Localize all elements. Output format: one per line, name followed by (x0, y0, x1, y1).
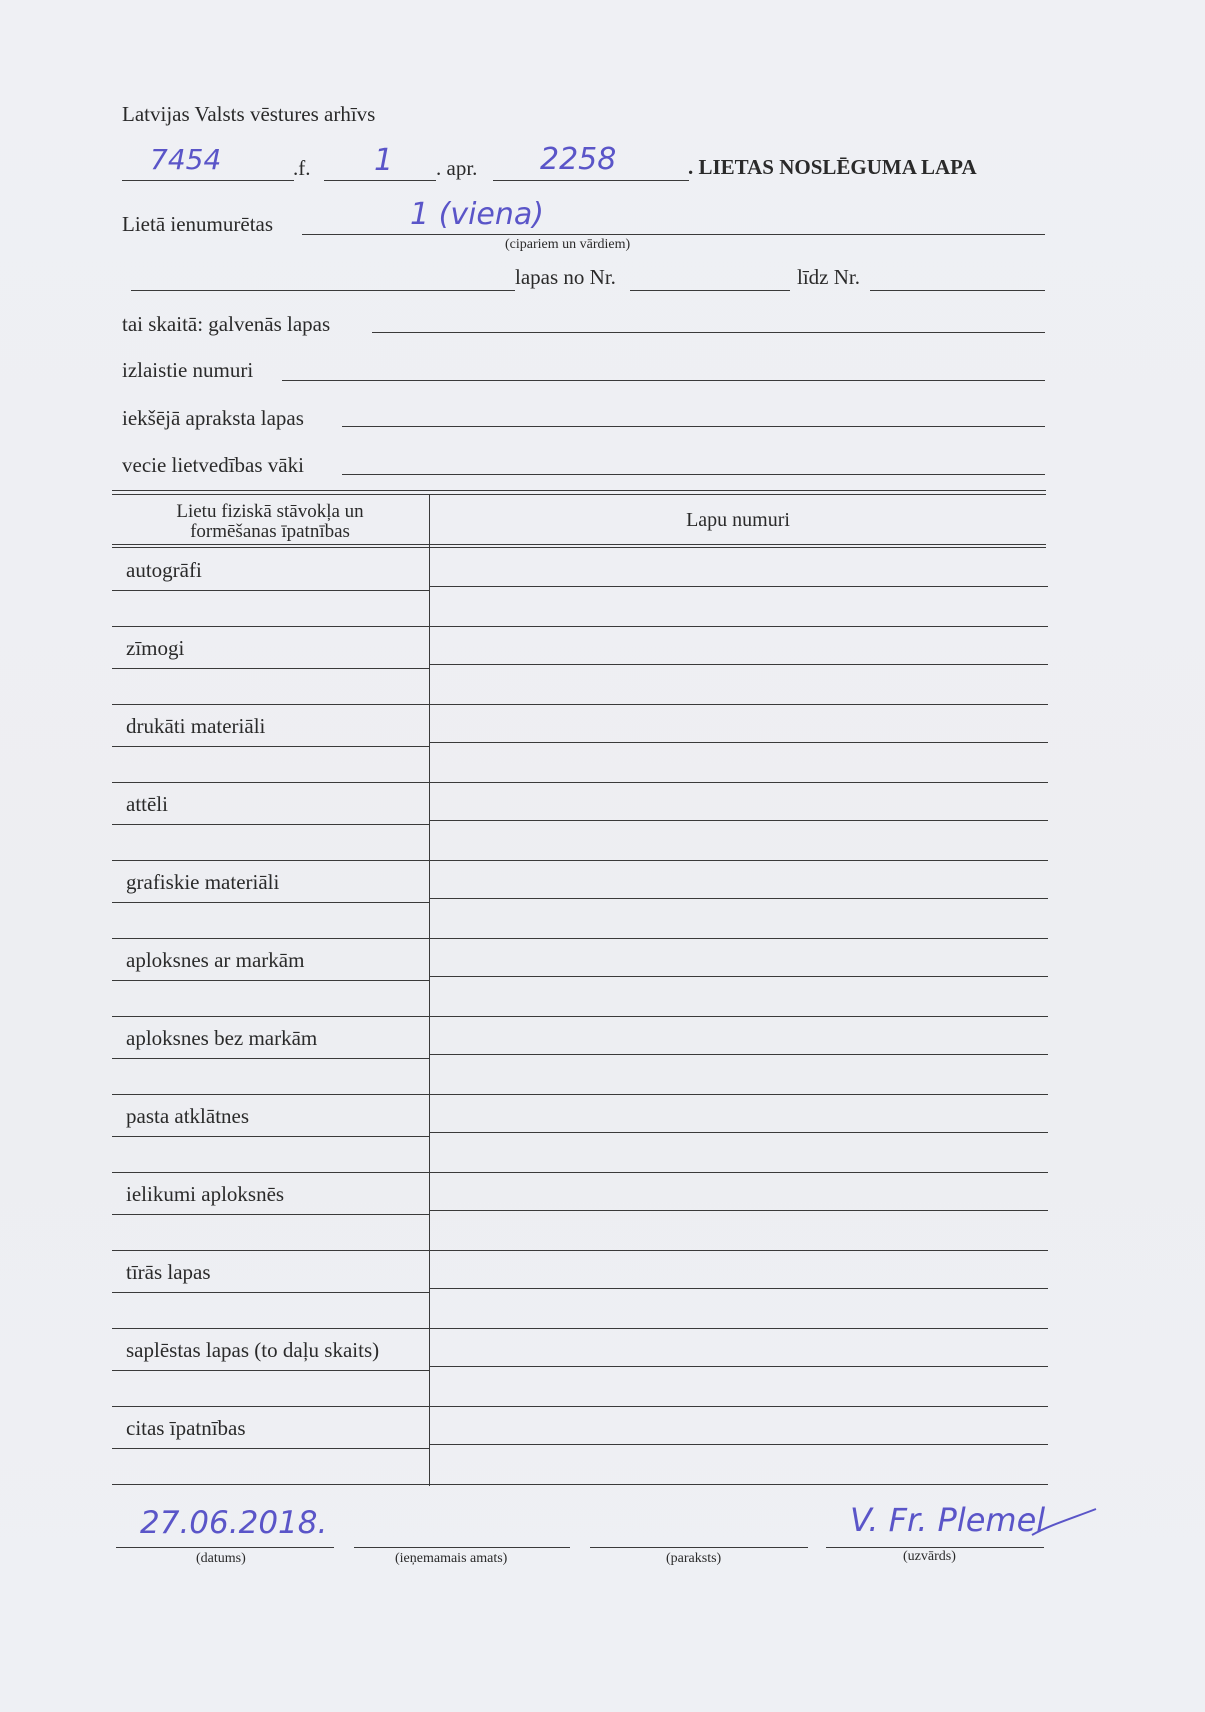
apr-line (324, 180, 436, 181)
row-separator (112, 1094, 1048, 1095)
col1-header (112, 502, 428, 542)
row-line-left (112, 1448, 430, 1449)
pages-to-line (870, 290, 1045, 291)
name-handwritten: V. Fr. Plemel (850, 1501, 1046, 1539)
signature-line (590, 1547, 808, 1548)
row-separator (112, 626, 1048, 627)
case-number-handwritten: 2258 (540, 142, 617, 177)
row-separator (112, 1328, 1048, 1329)
date-line (116, 1547, 334, 1548)
position-line (354, 1547, 570, 1548)
row-separator (112, 938, 1048, 939)
table-row-label: autogrāfi (126, 558, 202, 582)
pages-from-label: lapas no Nr. (515, 265, 616, 289)
row-line-right (430, 586, 1048, 587)
count-line (302, 234, 1045, 235)
row-separator (112, 1016, 1048, 1017)
row-line-left (112, 590, 430, 591)
fonds-label: .f. (293, 156, 311, 180)
row-line-right (430, 1132, 1048, 1133)
pages-from-blank (131, 290, 515, 291)
row-line-right (430, 1054, 1048, 1055)
header-bottom-line-2 (112, 547, 1046, 548)
apr-number-handwritten: 1 (374, 143, 394, 178)
row-line-left (112, 1058, 430, 1059)
archive-name: Latvijas Valsts vēstures arhīvs (122, 102, 376, 126)
row-line-left (112, 824, 430, 825)
col1-header-line1: Lietu fiziskā stāvokļa un (176, 501, 364, 522)
position-label: (ieņemamais amats) (395, 1551, 508, 1566)
row-line-right (430, 1288, 1048, 1289)
table-row-label: attēli (126, 792, 168, 816)
table-row-label: aploksnes ar markām (126, 948, 305, 972)
old-covers-line (342, 474, 1045, 475)
row-line-right (430, 1444, 1048, 1445)
row-line-right (430, 664, 1048, 665)
row-separator (112, 1172, 1048, 1173)
row-line-right (430, 820, 1048, 821)
row-line-right (430, 1210, 1048, 1211)
row-separator (112, 1406, 1048, 1407)
row-line-left (112, 1370, 430, 1371)
table-top-line-2 (112, 494, 1046, 495)
main-pages-label: tai skaitā: galvenās lapas (122, 312, 331, 336)
row-line-left (112, 902, 430, 903)
form-title: . LIETAS NOSLĒGUMA LAPA (688, 155, 977, 179)
table-row-label: citas īpatnības (126, 1416, 246, 1440)
table-row-label: grafiskie materiāli (126, 870, 280, 894)
table-top-line (112, 490, 1046, 491)
row-separator (112, 704, 1048, 705)
row-line-left (112, 668, 430, 669)
fonds-number-handwritten: 7454 (150, 143, 222, 176)
column-divider (429, 494, 430, 1486)
row-separator (112, 860, 1048, 861)
apr-label: . apr. (436, 156, 478, 180)
inner-desc-line (342, 426, 1045, 427)
table-row-label: tīrās lapas (126, 1260, 211, 1284)
main-pages-line (372, 332, 1045, 333)
count-hint: (cipariem un vārdiem) (505, 237, 631, 252)
header-bottom-line (112, 544, 1046, 545)
row-line-left (112, 1136, 430, 1137)
old-covers-label: vecie lietvedības vāki (122, 453, 304, 477)
count-handwritten: 1 (viena) (410, 197, 544, 232)
col1-header-line2: formēšanas īpatnības (190, 520, 350, 542)
case-line (493, 180, 689, 181)
table-row-label: zīmogi (126, 636, 185, 660)
table-row-label: drukāti materiāli (126, 714, 266, 738)
date-handwritten: 27.06.2018. (140, 1505, 328, 1541)
name-label: (uzvārds) (903, 1549, 956, 1564)
fonds-line (122, 180, 294, 181)
count-label: Lietā ienumurētas (122, 212, 274, 236)
row-line-right (430, 742, 1048, 743)
table-row-label: ielikumi aploksnēs (126, 1182, 285, 1206)
row-line-right (430, 898, 1048, 899)
date-label: (datums) (196, 1551, 246, 1566)
inner-desc-label: iekšējā apraksta lapas (122, 406, 304, 430)
table-row-label: saplēstas lapas (to daļu skaits) (126, 1338, 380, 1362)
col2-header: Lapu numuri (686, 509, 790, 531)
omitted-label: izlaistie numuri (122, 358, 254, 382)
row-line-left (112, 1214, 430, 1215)
omitted-line (282, 380, 1045, 381)
pages-from-line (630, 290, 790, 291)
row-separator (112, 1250, 1048, 1251)
table-row-label: aploksnes bez markām (126, 1026, 318, 1050)
table-row-label: pasta atklātnes (126, 1104, 250, 1128)
row-line-left (112, 746, 430, 747)
pages-to-label: līdz Nr. (797, 265, 860, 289)
signature-flourish (1030, 1505, 1100, 1545)
row-line-right (430, 1366, 1048, 1367)
row-line-left (112, 1292, 430, 1293)
row-line-left (112, 980, 430, 981)
row-separator (112, 1484, 1048, 1485)
name-line (826, 1547, 1044, 1548)
row-line-right (430, 976, 1048, 977)
signature-label: (paraksts) (666, 1551, 722, 1566)
row-separator (112, 782, 1048, 783)
